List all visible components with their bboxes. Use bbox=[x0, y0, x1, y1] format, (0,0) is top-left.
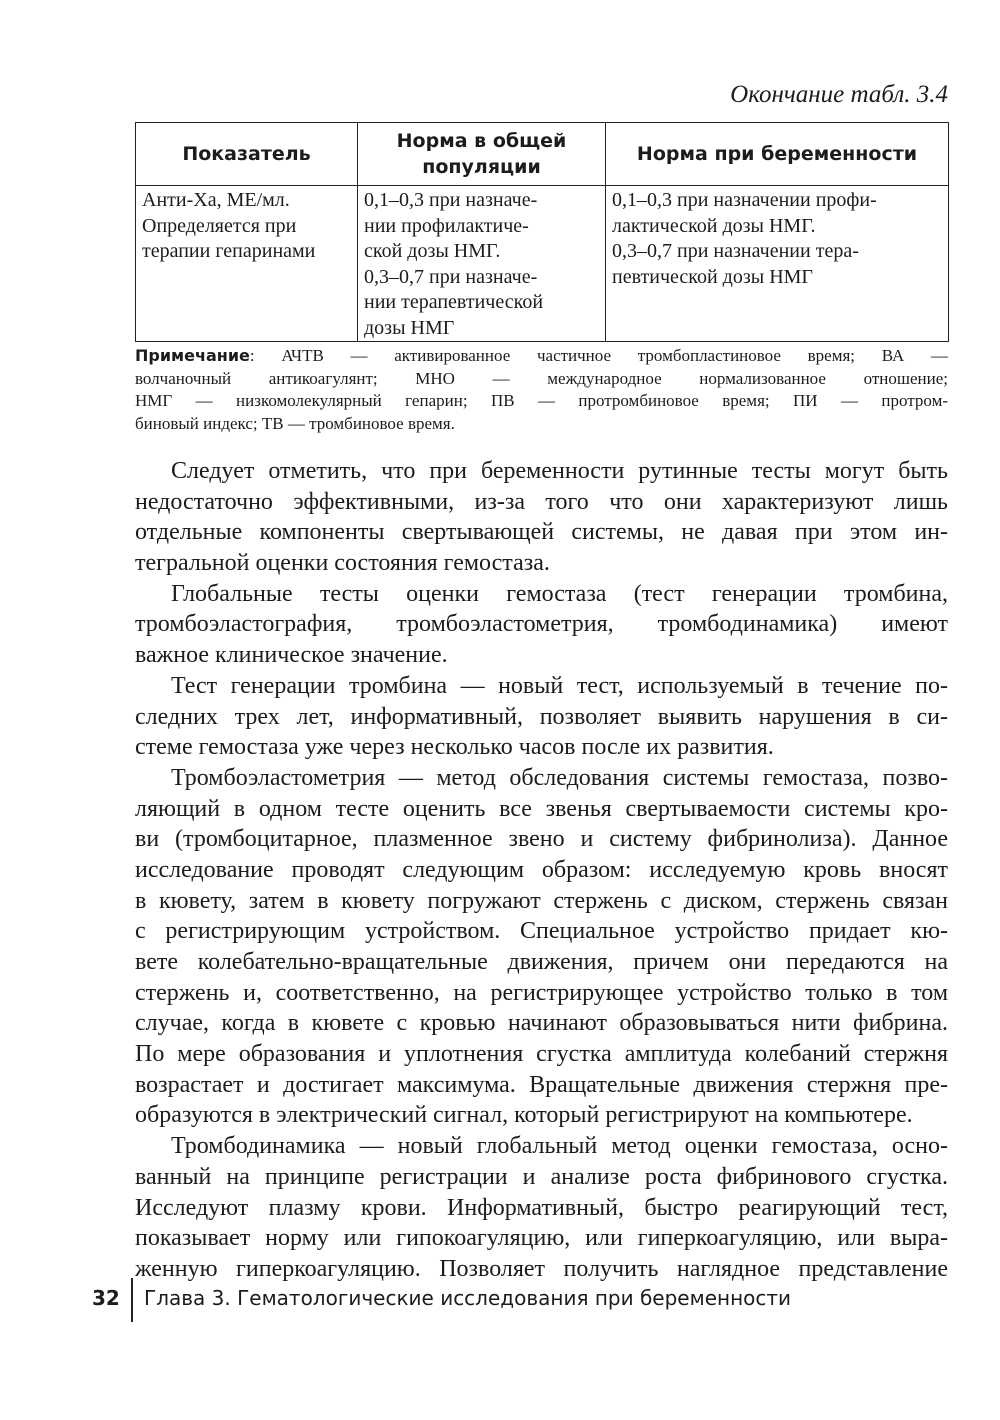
cell-line: ской дозы НМГ. bbox=[364, 240, 501, 262]
cell-line: Определяется при bbox=[142, 214, 297, 237]
text-line: тегральной оценки состояния гемостаза. bbox=[135, 550, 550, 577]
cell-line: 0,3–0,7 при назначении тера- bbox=[612, 240, 859, 262]
header-line: Показатель bbox=[182, 143, 311, 165]
cell-line: нии профилактиче- bbox=[364, 214, 529, 237]
body-text bbox=[135, 456, 948, 1285]
text-line: Тромбодинамика — новый глобальный метод оценки гемостаза, осно- bbox=[171, 1133, 948, 1160]
text-line: Тест генерации тромбина — новый тест, используемый в течение по- bbox=[171, 672, 948, 699]
note-label: Примечание bbox=[135, 346, 250, 365]
page-number: 32 bbox=[92, 1286, 120, 1310]
paragraph bbox=[135, 456, 948, 579]
paragraph bbox=[135, 671, 948, 763]
cell-general-norm bbox=[358, 186, 606, 342]
cell-line: Анти-Ха, МЕ/мл. bbox=[142, 189, 290, 211]
note-line bbox=[135, 345, 948, 368]
text-line: ви (тромбоцитарное, плазменное звено и систему фибринолиза). Данное bbox=[135, 826, 948, 853]
cell-pregnancy-norm bbox=[606, 186, 949, 342]
cell-line: нии терапевтической bbox=[364, 291, 544, 313]
paragraph bbox=[135, 763, 948, 1131]
text-line: Исследуют плазму крови. Информативный, быстро реагирующий тест, bbox=[135, 1194, 948, 1221]
cell-line: певтической дозы НМГ bbox=[612, 265, 813, 288]
text-line: Глобальные тесты оценки гемостаза (тест генерации тромбина, bbox=[171, 580, 948, 607]
header-line: Норма в общей bbox=[396, 130, 567, 152]
cell-line: 0,1–0,3 при назначе- bbox=[364, 189, 538, 211]
header-line: Норма при беременности bbox=[636, 143, 918, 165]
cell-line: терапии гепаринами bbox=[142, 240, 316, 262]
text-line: образуются в электрический сигнал, который регистрируют на компьютере. bbox=[135, 1102, 913, 1129]
running-title: Глава 3. Гематологические исследования при беременности bbox=[144, 1286, 792, 1310]
note-line: биновый индекс; ТВ — тромбиновое время. bbox=[135, 413, 455, 433]
header-pregnancy-norm bbox=[606, 123, 949, 186]
text-line: с регистрирующим устройством. Специальное устройство придает кю- bbox=[135, 918, 948, 945]
cell-line: 0,3–0,7 при назначе- bbox=[364, 265, 538, 288]
norms-table bbox=[135, 122, 949, 342]
text-line: Следует отметить, что при беременности рутинные тесты могут быть bbox=[171, 458, 948, 484]
note-text: : АЧТВ — активированное частичное тромбопластиновое время; ВА — bbox=[249, 346, 948, 365]
text-line: исследование проводят следующим образом: исследуемую кровь вносят bbox=[135, 856, 948, 883]
text-line: стержень и, соответственно, на регистрирующее устройство только в том bbox=[135, 979, 948, 1006]
text-line: случае, когда в кювете с кровью начинают образовываться нити фибрина. bbox=[135, 1010, 948, 1037]
header-line: популяции bbox=[422, 156, 541, 178]
table-note bbox=[135, 345, 948, 435]
table-header-row bbox=[136, 123, 949, 186]
note-line: НМГ — низкомолекулярный гепарин; ПВ — протромбиновое время; ПИ — протром- bbox=[135, 391, 948, 410]
paragraph bbox=[135, 1131, 948, 1284]
paragraph bbox=[135, 579, 948, 671]
cell-indicator bbox=[136, 186, 358, 342]
header-indicator bbox=[136, 123, 358, 186]
footer-divider bbox=[131, 1278, 133, 1322]
text-line: вете колебательно-вращательные движения, причем они передаются на bbox=[135, 949, 948, 975]
text-line: отдельные компоненты свертывающей системы, не давая при этом ин- bbox=[135, 519, 948, 546]
text-line: женную гиперкоагуляцию. Позволяет получить наглядное представление bbox=[135, 1255, 948, 1282]
text-line: важное клиническое значение. bbox=[135, 642, 448, 669]
text-line: стеме гемостаза уже через несколько часов после их развития. bbox=[135, 734, 774, 761]
text-line: следних трех лет, информативный, позволяет выявить нарушения в си- bbox=[135, 703, 948, 730]
text-line: показывает норму или гипокоагуляцию, или гиперкоагуляцию, или выра- bbox=[135, 1225, 948, 1252]
text-line: ванный на принципе регистрации и анализе роста фибринового сгустка. bbox=[135, 1163, 948, 1190]
header-general-norm bbox=[358, 123, 606, 186]
text-line: ляющий в одном тесте оценить все звенья свертываемости системы кро- bbox=[135, 795, 948, 822]
table-caption: Окончание табл. 3.4 bbox=[730, 81, 948, 108]
cell-line: 0,1–0,3 при назначении профи- bbox=[612, 189, 877, 211]
table-row bbox=[136, 186, 949, 342]
text-line: недостаточно эффективными, из-за того что они характеризуют лишь bbox=[135, 488, 948, 515]
cell-line: лактической дозы НМГ. bbox=[612, 214, 816, 237]
text-line: возрастает и достигает максимума. Вращательные движения стержня пре- bbox=[135, 1071, 948, 1098]
note-line: волчаночный антикоагулянт; МНО — международное нормализованное отношение; bbox=[135, 368, 948, 388]
cell-line: дозы НМГ bbox=[364, 316, 455, 339]
text-line: тромбоэластография, тромбоэластометрия, тромбодинамика) имеют bbox=[135, 611, 948, 638]
text-line: По мере образования и уплотнения сгустка амплитуда колебаний стержня bbox=[135, 1041, 948, 1068]
text-line: в кювету, затем в кювету погружают стержень с диском, стержень связан bbox=[135, 887, 948, 914]
text-line: Тромбоэластометрия — метод обследования системы гемостаза, позво- bbox=[171, 764, 948, 791]
